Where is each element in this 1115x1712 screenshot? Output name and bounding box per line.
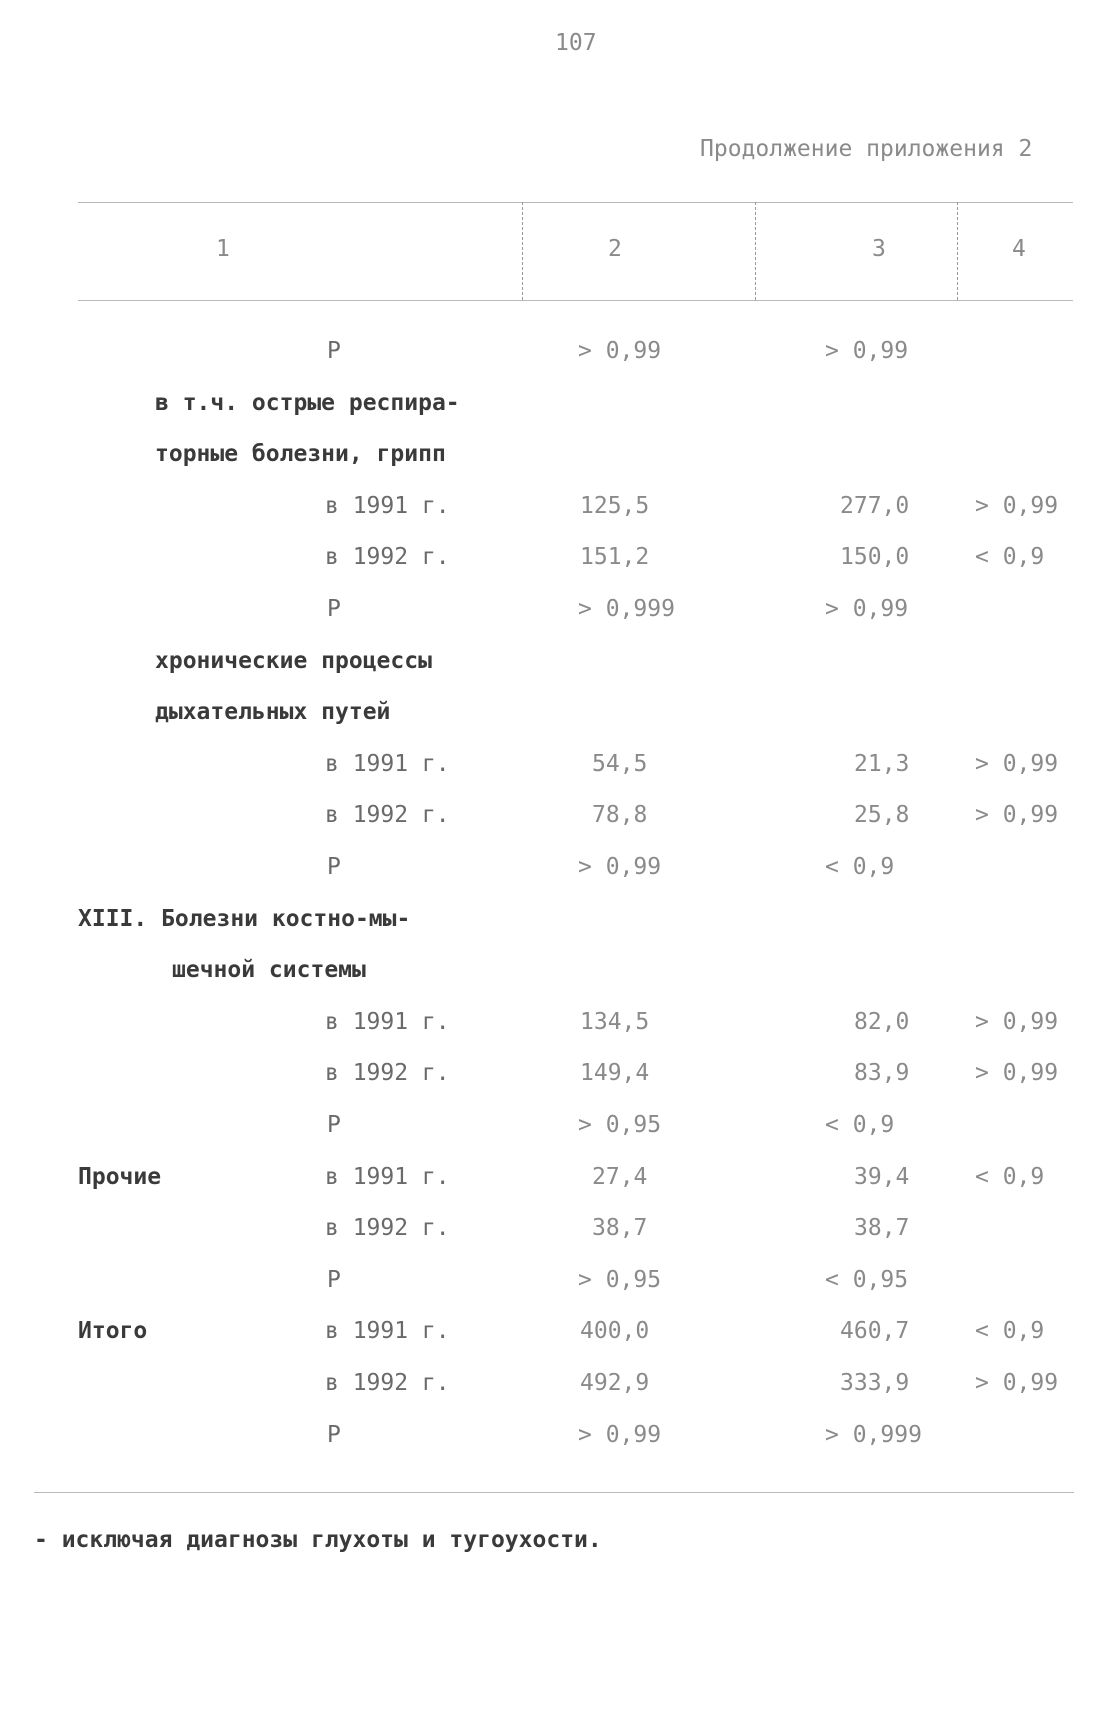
row-value-col4: < 0,9 xyxy=(975,1318,1045,1344)
row-sublabel: в 1992 г. xyxy=(325,544,450,570)
column-divider-2 xyxy=(755,202,756,300)
row-value-col2: 134,5 xyxy=(580,1009,650,1035)
row-sublabel: в 1991 г. xyxy=(325,1318,450,1344)
row-value-col3: 21,3 xyxy=(854,751,910,777)
row-value-col4: > 0,99 xyxy=(975,1370,1059,1396)
row-sublabel: P xyxy=(327,1422,341,1448)
row-value-col4: > 0,99 xyxy=(975,1009,1059,1035)
row-value-col2: > 0,95 xyxy=(578,1267,662,1293)
row-value-col3: > 0,999 xyxy=(825,1422,922,1448)
row-sublabel: в 1991 г. xyxy=(325,1164,450,1190)
row-value-col2: 38,7 xyxy=(592,1215,648,1241)
row-sublabel: в 1991 г. xyxy=(325,1009,450,1035)
row-value-col3: > 0,99 xyxy=(825,338,909,364)
row-label: дыхательных путей xyxy=(155,699,391,725)
row-sublabel: P xyxy=(327,338,341,364)
row-value-col4: < 0,9 xyxy=(975,544,1045,570)
row-value-col3: < 0,9 xyxy=(825,854,895,880)
row-sublabel: P xyxy=(327,596,341,622)
row-value-col3: 333,9 xyxy=(840,1370,910,1396)
column-divider-3 xyxy=(957,202,958,300)
row-value-col3: 150,0 xyxy=(840,544,910,570)
column-header-4: 4 xyxy=(1012,236,1026,262)
row-value-col4: > 0,99 xyxy=(975,493,1059,519)
row-value-col3: 82,0 xyxy=(854,1009,910,1035)
row-sublabel: в 1991 г. xyxy=(325,493,450,519)
row-label: шечной системы xyxy=(172,957,366,983)
row-label: Итого xyxy=(78,1318,148,1344)
row-value-col2: 151,2 xyxy=(580,544,650,570)
row-value-col4: < 0,9 xyxy=(975,1164,1045,1190)
row-value-col2: 54,5 xyxy=(592,751,648,777)
row-value-col2: 78,8 xyxy=(592,802,648,828)
column-divider-1 xyxy=(522,202,523,300)
row-label: хронические процессы xyxy=(155,648,432,674)
row-sublabel: в 1991 г. xyxy=(325,751,450,777)
row-value-col2: > 0,95 xyxy=(578,1112,662,1138)
row-sublabel: в 1992 г. xyxy=(325,1215,450,1241)
table-top-rule xyxy=(78,202,1073,203)
row-value-col3: 460,7 xyxy=(840,1318,910,1344)
row-sublabel: в 1992 г. xyxy=(325,1370,450,1396)
continuation-title: Продолжение приложения 2 xyxy=(700,136,1033,162)
row-sublabel: P xyxy=(327,1112,341,1138)
row-value-col3: > 0,99 xyxy=(825,596,909,622)
row-value-col2: > 0,999 xyxy=(578,596,675,622)
row-value-col2: > 0,99 xyxy=(578,1422,662,1448)
row-value-col2: > 0,99 xyxy=(578,854,662,880)
row-value-col2: 492,9 xyxy=(580,1370,650,1396)
row-value-col2: 400,0 xyxy=(580,1318,650,1344)
row-value-col2: 149,4 xyxy=(580,1060,650,1086)
row-value-col4: > 0,99 xyxy=(975,1060,1059,1086)
footnote: - исключая диагнозы глухоты и тугоухости. xyxy=(34,1527,602,1553)
row-label: Прочие xyxy=(78,1164,162,1190)
row-sublabel: в 1992 г. xyxy=(325,1060,450,1086)
row-sublabel: в 1992 г. xyxy=(325,802,450,828)
row-label: торные болезни, грипп xyxy=(155,441,446,467)
row-value-col3: < 0,95 xyxy=(825,1267,909,1293)
row-sublabel: P xyxy=(327,854,341,880)
table-bottom-rule xyxy=(34,1492,1074,1493)
row-label: XIII. Болезни костно-мы- xyxy=(78,906,411,932)
column-header-3: 3 xyxy=(872,236,886,262)
row-value-col3: 25,8 xyxy=(854,802,910,828)
column-header-2: 2 xyxy=(608,236,622,262)
row-value-col3: 83,9 xyxy=(854,1060,910,1086)
row-label: в т.ч. острые респира- xyxy=(155,390,460,416)
row-value-col4: > 0,99 xyxy=(975,751,1059,777)
row-value-col3: 277,0 xyxy=(840,493,910,519)
row-value-col2: 27,4 xyxy=(592,1164,648,1190)
column-header-1: 1 xyxy=(216,236,230,262)
row-value-col3: 38,7 xyxy=(854,1215,910,1241)
page-number: 107 xyxy=(555,30,597,56)
row-value-col2: > 0,99 xyxy=(578,338,662,364)
row-sublabel: P xyxy=(327,1267,341,1293)
table-header-rule xyxy=(78,300,1073,301)
row-value-col3: < 0,9 xyxy=(825,1112,895,1138)
row-value-col3: 39,4 xyxy=(854,1164,910,1190)
row-value-col4: > 0,99 xyxy=(975,802,1059,828)
row-value-col2: 125,5 xyxy=(580,493,650,519)
